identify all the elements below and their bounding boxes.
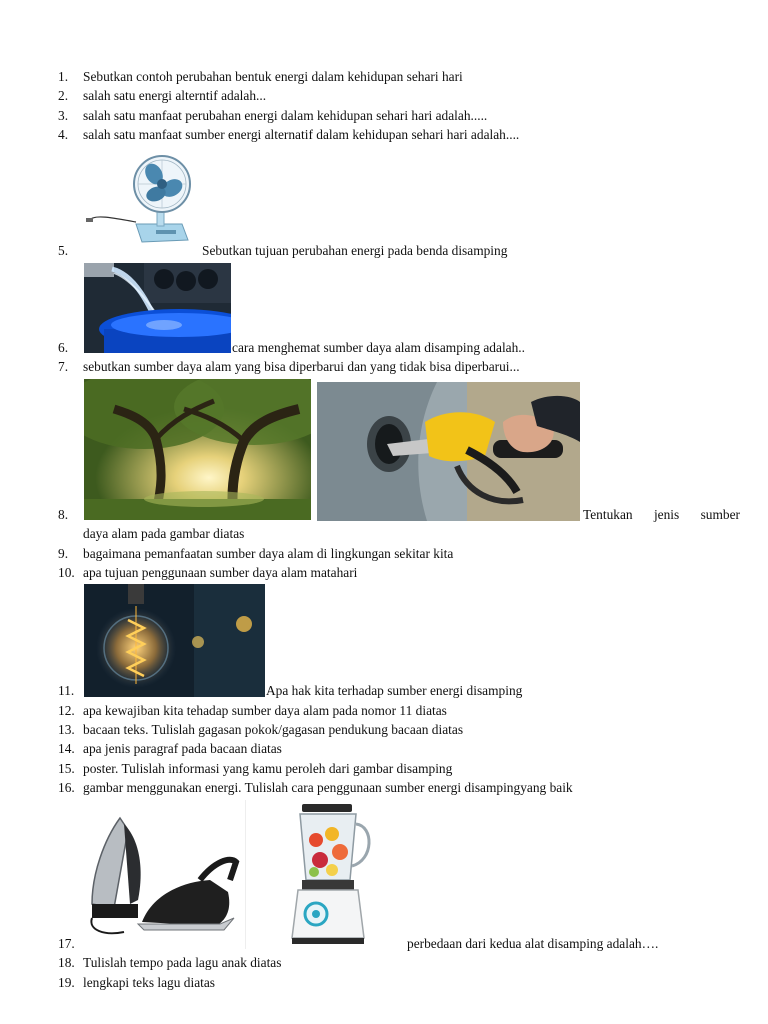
question-text: Tulislah tempo pada lagu anak diatas xyxy=(83,955,282,970)
electric-fan-image xyxy=(84,148,198,252)
question-number: 5. xyxy=(58,243,69,258)
question-number: 1. xyxy=(58,69,69,84)
word: Tentukan xyxy=(583,507,633,522)
question-number: 8. xyxy=(58,507,69,522)
question-text: salah satu energi alterntif adalah... xyxy=(83,88,267,103)
question-text: gambar menggunakan energi. Tulislah cara penggunaan sumber energi disampingyang baik xyxy=(83,780,573,795)
question-number: 18. xyxy=(58,955,75,970)
question-number: 7. xyxy=(58,359,69,374)
question-number: 16. xyxy=(58,780,75,795)
blender-image xyxy=(270,800,406,947)
question-text: poster. Tulislah informasi yang kamu peroleh dari gambar disamping xyxy=(83,761,453,776)
question-number: 17. xyxy=(58,936,75,951)
question-text: salah satu manfaat sumber energi alternatif dalam kehidupan sehari hari adalah.... xyxy=(83,127,520,142)
question-text: Sebutkan tujuan perubahan energi pada benda disamping xyxy=(202,243,508,258)
question-number: 14. xyxy=(58,741,75,756)
question-number: 13. xyxy=(58,722,75,737)
irons-image xyxy=(84,800,246,949)
question-number: 9. xyxy=(58,546,69,561)
question-text: Apa hak kita terhadap sumber energi disamping xyxy=(266,683,523,698)
word: jenis xyxy=(653,507,680,522)
question-number: 11. xyxy=(58,683,75,698)
trees-image xyxy=(84,379,311,520)
question-text: bacaan teks. Tulislah gagasan pokok/gagasan pendukung bacaan diatas xyxy=(83,722,464,737)
question-text: perbedaan dari kedua alat disamping adalah…. xyxy=(407,936,659,951)
light-bulb-image xyxy=(84,584,265,697)
question-number: 12. xyxy=(58,703,75,718)
question-text: bagaimana pemanfaatan sumber daya alam di lingkungan sekitar kita xyxy=(83,546,454,561)
question-number: 10. xyxy=(58,565,75,580)
question-text: apa tujuan penggunaan sumber daya alam matahari xyxy=(83,565,358,580)
question-number: 3. xyxy=(58,108,69,123)
question-text: apa kewajiban kita tehadap sumber daya alam pada nomor 11 diatas xyxy=(83,703,447,718)
question-number: 2. xyxy=(58,88,69,103)
question-number: 19. xyxy=(58,975,75,990)
question-text: sebutkan sumber daya alam yang bisa diperbarui dan yang tidak bisa diperbarui... xyxy=(83,359,520,374)
question-number: 6. xyxy=(58,340,69,355)
question-text: daya alam pada gambar diatas xyxy=(83,526,245,541)
water-pouring-image xyxy=(84,263,231,353)
question-number: 15. xyxy=(58,761,75,776)
question-number: 4. xyxy=(58,127,69,142)
question-8-text xyxy=(583,507,740,523)
word: sumber xyxy=(700,507,740,522)
question-text: lengkapi teks lagu diatas xyxy=(83,975,216,990)
question-text: salah satu manfaat perubahan energi dalam kehidupan sehari hari adalah..... xyxy=(83,108,488,123)
fuel-nozzle-image xyxy=(317,382,580,521)
question-text: Sebutkan contoh perubahan bentuk energi dalam kehidupan sehari hari xyxy=(83,69,463,84)
question-text: apa jenis paragraf pada bacaan diatas xyxy=(83,741,282,756)
question-text: cara menghemat sumber daya alam disamping adalah.. xyxy=(232,340,525,355)
